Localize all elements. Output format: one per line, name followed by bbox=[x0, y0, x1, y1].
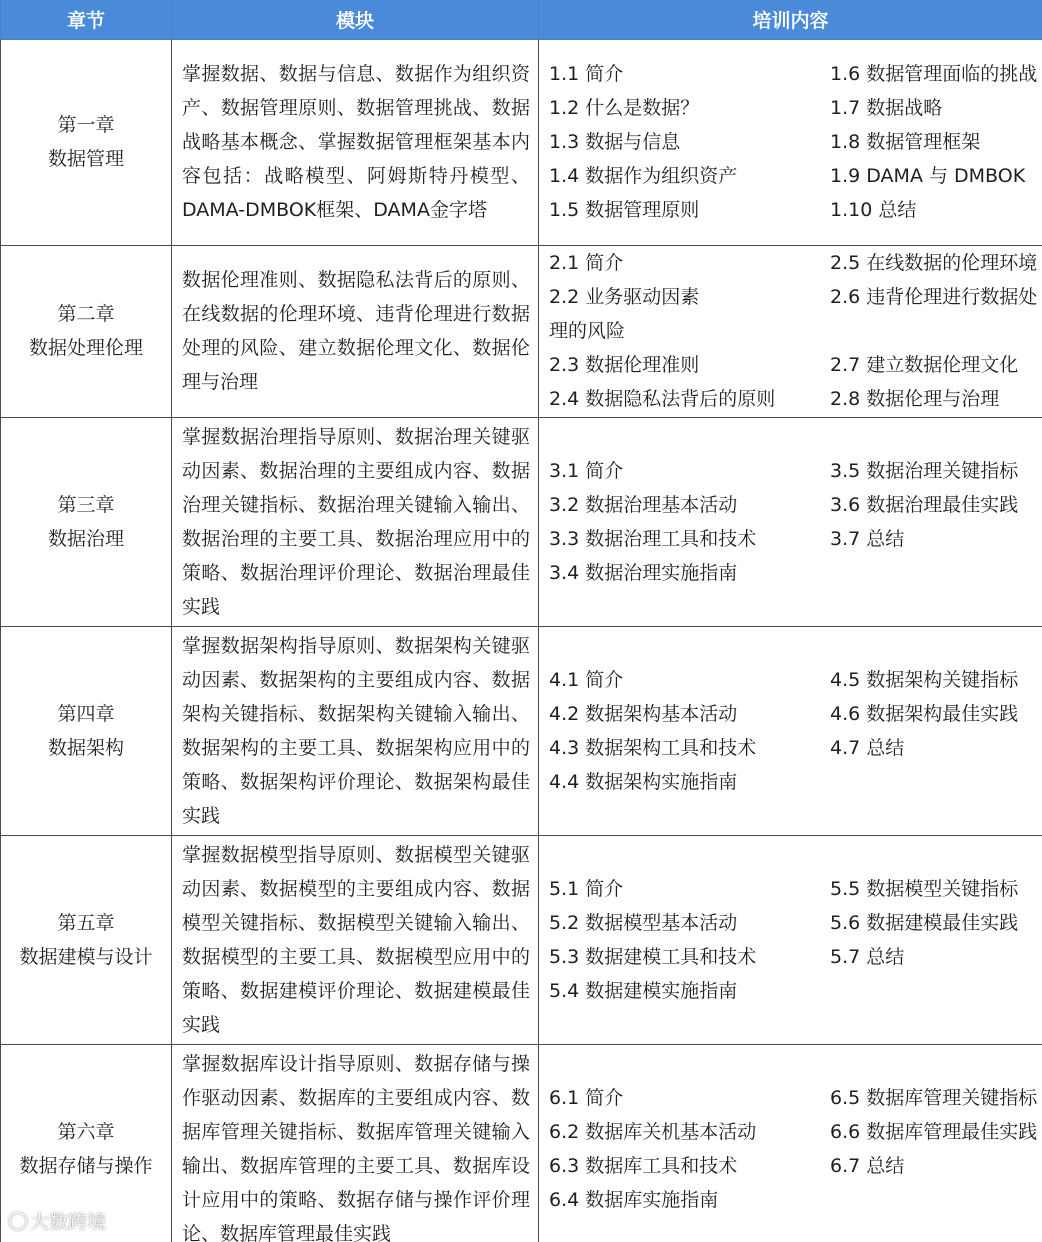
header-chapter: 章节 bbox=[1, 0, 172, 39]
topic-item: 3.2 数据治理基本活动 bbox=[549, 493, 738, 516]
topic-item: 3.1 简介 bbox=[549, 459, 624, 482]
topic-item: 1.9 DAMA 与 DMBOK bbox=[830, 165, 1026, 187]
topic-item: 3.4 数据治理实施指南 bbox=[549, 561, 738, 584]
watermark bbox=[8, 1207, 106, 1234]
topic-item: 5.3 数据建模工具和技术 bbox=[549, 945, 757, 968]
training-content bbox=[539, 245, 1042, 417]
training-content bbox=[539, 39, 1042, 245]
chapter-number: 第二章 bbox=[57, 303, 115, 325]
chapter-title: 数据建模与设计 bbox=[19, 945, 153, 968]
topic-item: 4.4 数据架构实施指南 bbox=[549, 770, 738, 793]
topic-item: 2.7 建立数据伦理文化 bbox=[830, 354, 1019, 376]
topic-item: 1.1 简介 bbox=[549, 63, 624, 85]
header-module: 模块 bbox=[172, 0, 539, 39]
topic-item: 6.1 简介 bbox=[549, 1086, 624, 1109]
topic-item: 4.6 数据架构最佳实践 bbox=[830, 702, 1019, 725]
chapter-number: 第五章 bbox=[57, 911, 115, 934]
topic-item: 1.2 什么是数据？ bbox=[549, 97, 700, 119]
chapter-title: 数据存储与操作 bbox=[19, 1154, 153, 1177]
topic-item: 5.4 数据建模实施指南 bbox=[549, 979, 738, 1002]
topic-item: 6.5 数据库管理关键指标 bbox=[830, 1086, 1038, 1109]
topic-grid bbox=[549, 246, 1042, 416]
topic-item: 3.6 数据治理最佳实践 bbox=[830, 493, 1019, 516]
topic-item: 1.7 数据战略 bbox=[830, 97, 943, 119]
topic-item: 3.3 数据治理工具和技术 bbox=[549, 527, 757, 550]
topic-item: 4.2 数据架构基本活动 bbox=[549, 702, 738, 725]
topic-item: 6.2 数据库关机基本活动 bbox=[549, 1120, 757, 1143]
chapter-row-2 bbox=[1, 245, 1042, 417]
chapter-cell bbox=[1, 626, 172, 835]
wechat-icon: ◯ bbox=[8, 1210, 29, 1231]
chapter-number: 第一章 bbox=[57, 114, 115, 136]
topic-item: 4.1 简介 bbox=[549, 668, 624, 691]
topic-grid bbox=[549, 663, 1042, 799]
chapter-title: 数据处理伦理 bbox=[28, 337, 143, 359]
topic-item: 5.1 简介 bbox=[549, 877, 624, 900]
chapter-title: 数据治理 bbox=[47, 527, 124, 550]
chapter-number: 第六章 bbox=[57, 1120, 115, 1143]
topic-item: 1.4 数据作为组织资产 bbox=[549, 165, 738, 187]
topic-item bbox=[830, 765, 1042, 799]
header-content: 培训内容 bbox=[539, 0, 1042, 39]
topic-item: 5.6 数据建模最佳实践 bbox=[830, 911, 1019, 934]
header-row bbox=[1, 0, 1042, 39]
chapter-number: 第四章 bbox=[57, 702, 115, 725]
chapter-cell bbox=[1, 835, 172, 1044]
module-description: 掌握数据治理指导原则、数据治理关键驱动因素、数据治理的主要组成内容、数据治理关键指标、数据治理关键输入输出、数据治理的主要工具、数据治理应用中的策略、数据治理评价理论、数据治理最佳实践 bbox=[172, 417, 539, 626]
topic-item: 4.5 数据架构关键指标 bbox=[830, 668, 1019, 691]
watermark-text: 大数跨境 bbox=[30, 1211, 107, 1233]
training-content bbox=[539, 835, 1042, 1044]
topic-item: 1.10 总结 bbox=[830, 199, 917, 221]
module-description: 掌握数据、数据与信息、数据作为组织资产、数据管理原则、数据管理挑战、数据战略基本概念、掌握数据管理框架基本内容包括：战略模型、阿姆斯特丹模型、DAMA-DMBOK框架、DAMA金字塔 bbox=[172, 39, 539, 245]
training-content bbox=[539, 626, 1042, 835]
topic-item: 2.8 数据伦理与治理 bbox=[830, 388, 1000, 410]
topic-item bbox=[830, 974, 1042, 1008]
topic-item: 4.3 数据架构工具和技术 bbox=[549, 736, 757, 759]
chapter-row-3 bbox=[1, 417, 1042, 626]
topic-item: 2.5 在线数据的伦理环境 bbox=[830, 252, 1038, 274]
topic-item: 6.3 数据库工具和技术 bbox=[549, 1154, 738, 1177]
topic-item: 5.5 数据模型关键指标 bbox=[830, 877, 1019, 900]
topic-item: 2.2 业务驱动因素 bbox=[549, 286, 700, 308]
chapter-row-1 bbox=[1, 39, 1042, 245]
topic-item: 6.4 数据库实施指南 bbox=[549, 1188, 719, 1211]
module-description: 掌握数据库设计指导原则、数据存储与操作驱动因素、数据库的主要组成内容、数据库管理关键指标、数据库管理关键输入输出、数据库管理的主要工具、数据库设计应用中的策略、数据存储与操作评价理论、数据库管理最佳实践 bbox=[172, 1044, 539, 1242]
module-description: 数据伦理准则、数据隐私法背后的原则、在线数据的伦理环境、违背伦理进行数据处理的风险、建立数据伦理文化、数据伦理与治理 bbox=[172, 245, 539, 417]
topic-grid bbox=[549, 872, 1042, 1008]
chapter-cell bbox=[1, 417, 172, 626]
chapter-title: 数据架构 bbox=[47, 736, 124, 759]
chapter-cell bbox=[1, 245, 172, 417]
topic-item: 1.6 数据管理面临的挑战 bbox=[830, 63, 1038, 85]
training-content bbox=[539, 1044, 1042, 1242]
topic-item bbox=[830, 1183, 1042, 1217]
topic-item: 2.3 数据伦理准则 bbox=[549, 354, 700, 376]
module-description: 掌握数据架构指导原则、数据架构关键驱动因素、数据架构的主要组成内容、数据架构关键指标、数据架构关键输入输出、数据架构的主要工具、数据架构应用中的策略、数据架构评价理论、数据架构最佳实践 bbox=[172, 626, 539, 835]
topic-item: 3.5 数据治理关键指标 bbox=[830, 459, 1019, 482]
chapter-number: 第三章 bbox=[57, 493, 115, 516]
topic-grid bbox=[549, 57, 1042, 227]
topic-item: 2.4 数据隐私法背后的原则 bbox=[549, 388, 776, 410]
topic-grid bbox=[549, 454, 1042, 590]
topic-grid bbox=[549, 1081, 1042, 1217]
topic-item: 1.8 数据管理框架 bbox=[830, 131, 981, 153]
chapter-row-4 bbox=[1, 626, 1042, 835]
topic-item: 2.1 简介 bbox=[549, 252, 624, 274]
chapter-title: 数据管理 bbox=[47, 148, 124, 170]
module-description: 掌握数据模型指导原则、数据模型关键驱动因素、数据模型的主要组成内容、数据模型关键指标、数据模型关键输入输出、数据模型的主要工具、数据模型应用中的策略、数据建模评价理论、数据建模最佳实践 bbox=[172, 835, 539, 1044]
topic-item bbox=[830, 314, 1042, 348]
training-content bbox=[539, 417, 1042, 626]
topic-item: 3.7 总结 bbox=[830, 527, 905, 550]
topic-item: 6.6 数据库管理最佳实践 bbox=[830, 1120, 1038, 1143]
topic-item bbox=[830, 556, 1042, 590]
topic-item: 5.7 总结 bbox=[830, 945, 905, 968]
chapter-row-5 bbox=[1, 835, 1042, 1044]
topic-item: 1.3 数据与信息 bbox=[549, 131, 681, 153]
topic-item: 1.5 数据管理原则 bbox=[549, 199, 700, 221]
chapter-cell bbox=[1, 39, 172, 245]
topic-item: 理的风险 bbox=[549, 320, 626, 342]
topic-item: 4.7 总结 bbox=[830, 736, 905, 759]
topic-item: 5.2 数据模型基本活动 bbox=[549, 911, 738, 934]
chapter-row-6 bbox=[1, 1044, 1042, 1242]
topic-item: 2.6 违背伦理进行数据处 bbox=[830, 286, 1038, 308]
topic-item: 6.7 总结 bbox=[830, 1154, 905, 1177]
